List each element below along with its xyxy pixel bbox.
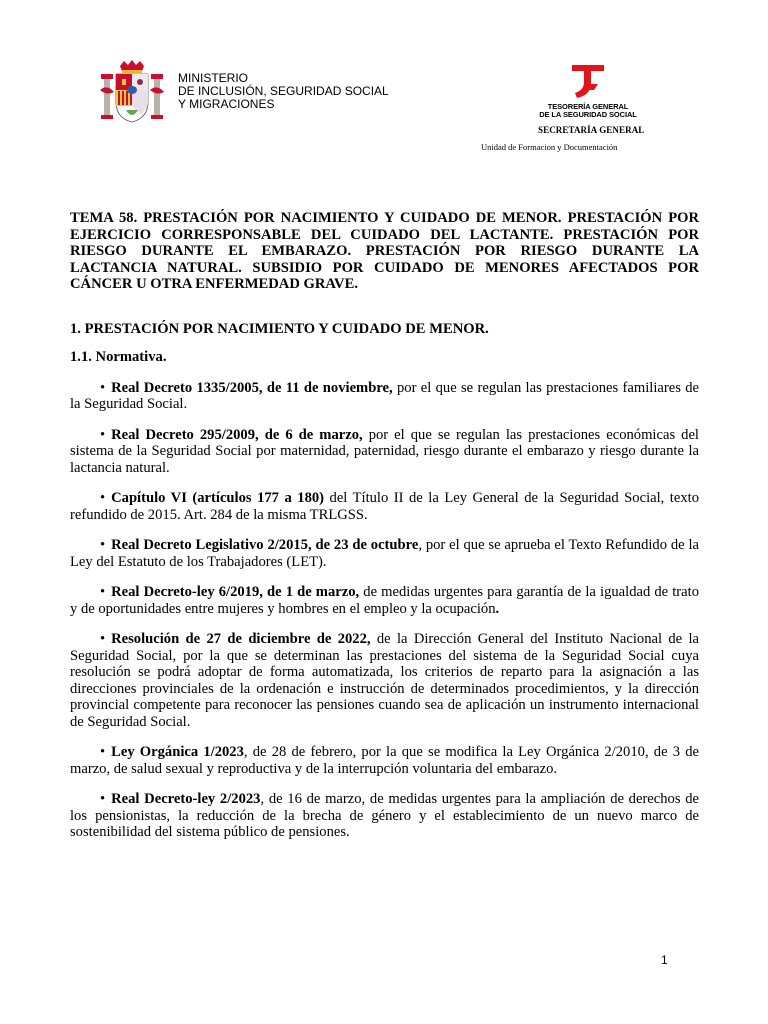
regulation-item xyxy=(70,791,699,841)
ministry-line-2: DE INCLUSIÓN, SEGURIDAD SOCIAL xyxy=(178,84,389,98)
document-body xyxy=(70,210,699,841)
document-title: TEMA 58. PRESTACIÓN POR NACIMIENTO Y CUIDADO DE MENOR. PRESTACIÓN POR EJERCICIO CORRESPONSABLE DEL CUIDADO DEL LACTANTE. PRESTACIÓN POR RIESGO DURANTE EL EMBARAZO. PRESTACIÓN POR RIESGO DURANTE LA LACTANCIA NATURAL. SUBSIDIO POR CUIDADO DE MENORES AFECTADOS POR CÁNCER U OTRA ENFERMEDAD GRAVE. xyxy=(70,210,699,292)
coat-of-arms-icon xyxy=(96,60,168,126)
regulation-name: Capítulo VI (artículos 177 a 180) xyxy=(111,490,325,506)
regulation-item xyxy=(70,744,699,777)
unidad-label: Unidad de Formacion y Documentación xyxy=(481,142,618,152)
bullet-icon: • xyxy=(100,537,106,553)
regulation-item xyxy=(70,380,699,413)
subsection-heading: 1.1. Normativa. xyxy=(70,349,167,365)
regulation-item xyxy=(70,584,699,617)
tgss-logo-block xyxy=(530,62,646,119)
regulation-name: Ley Orgánica 1/2023 xyxy=(111,744,244,760)
regulation-description: de medidas urgentes para garantía de la igualdad de trato y de oportunidades entre mujeres y hombres en el empleo y la ocupación xyxy=(70,584,699,617)
ministry-line-3: Y MIGRACIONES xyxy=(178,97,275,111)
regulation-tail: . xyxy=(495,600,500,617)
tgss-logo-icon xyxy=(568,62,608,100)
regulation-name: Real Decreto Legislativo 2/2015, de 23 de octubre xyxy=(111,537,419,553)
regulation-description: por el que se regulan las prestaciones económicas del sistema de la Seguridad Social por maternidad, paternidad, riesgo durante el embarazo y riesgo durante la lactancia natural. xyxy=(70,426,699,476)
regulation-description: , por el que se aprueba el Texto Refundido de la Ley del Estatuto de los Trabajadores (LET). xyxy=(70,537,699,570)
bullet-icon: • xyxy=(100,631,106,647)
tgss-line-2: DE LA SEGURIDAD SOCIAL xyxy=(539,110,637,119)
regulation-description: por el que se regulan las prestaciones familiares de la Seguridad Social. xyxy=(70,379,699,412)
ministry-line-1: MINISTERIO xyxy=(178,71,249,85)
bullet-icon: • xyxy=(100,379,106,396)
bullet-icon: • xyxy=(100,490,106,506)
tgss-line-1: TESORERÍA GENERAL xyxy=(547,102,629,111)
ministry-name xyxy=(178,72,389,111)
regulation-item xyxy=(70,537,699,570)
regulation-item xyxy=(70,490,699,523)
secretaria-label: SECRETARÍA GENERAL xyxy=(538,125,645,135)
ministry-header xyxy=(96,60,389,126)
regulation-name: Real Decreto 1335/2005, de 11 de noviembre, xyxy=(111,379,393,396)
regulation-description: de la Dirección General del Instituto Nacional de la Seguridad Social, por la que se determinan las prestaciones del sistema de la Seguridad Social cuya resolución se podrá adoptar de forma automatizada, los criterios de reparto para la asignación a las direcciones provinciales de la ordenación e instrucción de determinados procedimientos, y la dirección provincial competente para reconocer las pensiones cuando sea de aplicación un instrumento internacional de Seguridad Social. xyxy=(70,631,699,730)
page-number: 1 xyxy=(661,953,668,967)
regulation-item xyxy=(70,427,699,477)
bullet-icon: • xyxy=(100,791,106,807)
bullet-icon: • xyxy=(100,584,106,600)
bullet-icon: • xyxy=(100,744,106,760)
regulation-name: Real Decreto-ley 6/2019, de 1 de marzo, xyxy=(111,584,360,600)
regulation-name: Real Decreto-ley 2/2023 xyxy=(111,791,261,807)
regulation-item xyxy=(70,631,699,730)
regulation-name: Resolución de 27 de diciembre de 2022, xyxy=(111,631,371,647)
regulation-name: Real Decreto 295/2009, de 6 de marzo, xyxy=(111,426,363,443)
regulation-description: del Título II de la Ley General de la Seguridad Social, texto refundido de 2015. Art. 284 de la misma TRLGSS. xyxy=(70,490,699,523)
bullet-icon: • xyxy=(100,426,106,443)
tgss-name xyxy=(530,103,646,119)
section-heading: 1. PRESTACIÓN POR NACIMIENTO Y CUIDADO DE MENOR. xyxy=(70,320,489,337)
regulation-description: , de 16 de marzo, de medidas urgentes para la ampliación de derechos de los pensionistas, la reducción de la brecha de género y el establecimiento de un nuevo marco de sostenibilidad del sistema público de pensiones. xyxy=(70,791,700,840)
regulation-description: , de 28 de febrero, por la que se modifica la Ley Orgánica 2/2010, de 3 de marzo, de salud sexual y reproductiva y de la interrupción voluntaria del embarazo. xyxy=(70,744,699,777)
